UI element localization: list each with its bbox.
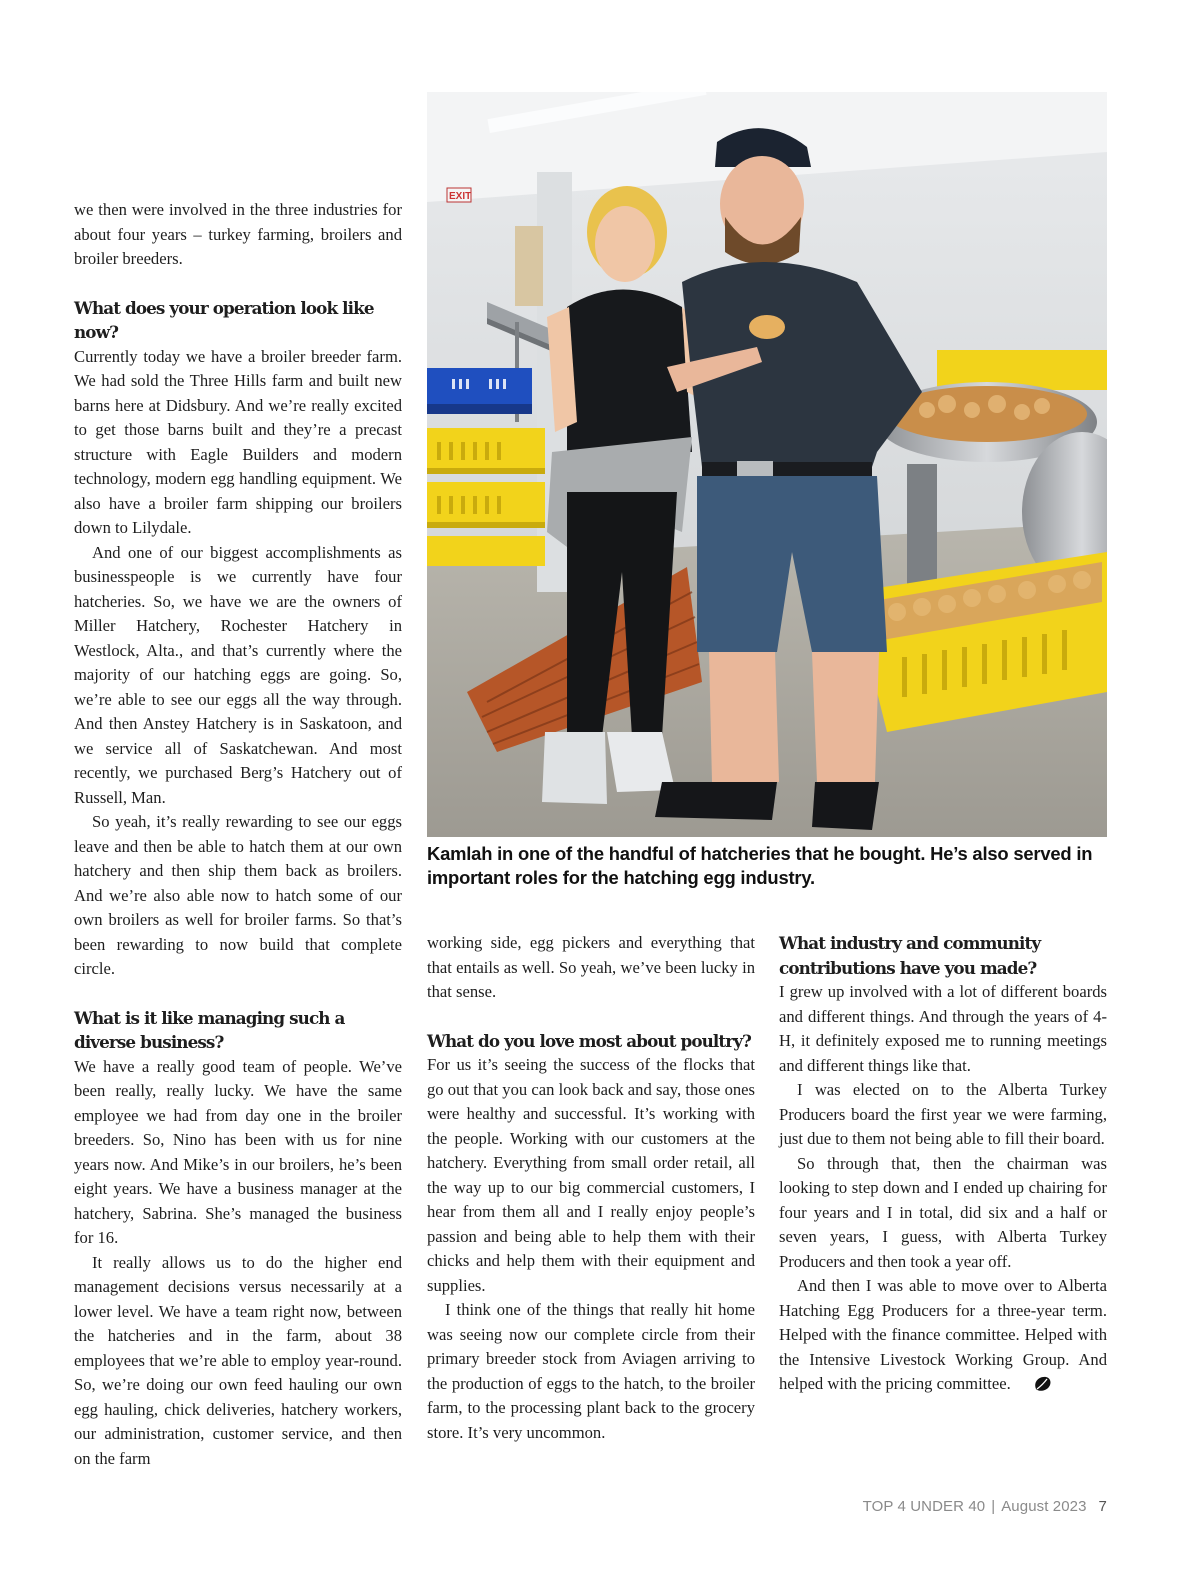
article-column-2 bbox=[427, 931, 755, 1445]
paragraph: So through that, then the chairman was looking to step down and I ended up chairing for four years and I in total, did six and a half or seven years, I guess, with Alberta Turkey Producers and then took a year off. bbox=[779, 1153, 1107, 1271]
article-column-1 bbox=[74, 198, 402, 1471]
page-number: 7 bbox=[1098, 1498, 1107, 1515]
paragraph: So yeah, it’s really rewarding to see our eggs leave and then be able to hatch them at our own hatchery and then ship them back as broilers. And we’re also able now to hatch some of our own broilers as well for broiler farms. So that’s been rewarding to now build that complete circle. bbox=[74, 812, 402, 978]
paragraph-text: And then I was able to move over to Alberta Hatching Egg Producers for a three-year term. Helped with the finance committee. Helped with the Intensive Livestock Working Group. And helped with the pricing committee. bbox=[779, 1276, 1107, 1393]
publication-name: TOP 4 UNDER 40 bbox=[862, 1498, 986, 1515]
paragraph bbox=[779, 1274, 1107, 1400]
paragraph: Currently today we have a broiler breeder farm. We had sold the Three Hills farm and built new barns here at Didsbury. And we’re really excited to get those barns built and they’re a precast structure with Eagle Builders and modern technology, modern egg handling equipment. We also have a broiler farm shipping our broilers down to Lilydale. bbox=[74, 346, 402, 537]
issue-date: August 2023 bbox=[1001, 1498, 1087, 1515]
paragraph: working side, egg pickers and everything that that entails as well. So yeah, we’ve been lucky in that sense. bbox=[427, 933, 755, 1001]
exit-sign: EXIT bbox=[449, 191, 472, 202]
paragraph: I was elected on to the Alberta Turkey Producers board the first year we were farming, just due to them not being able to fill their board. bbox=[779, 1080, 1107, 1148]
paragraph: For us it’s seeing the success of the flocks that go out that you can look back and say, those ones were healthy and successful. It’s working with the people. Working with our customers at the hatchery. Everything from small order retail, all the way up to our big commercial customers, I hear from them all and I really enjoy people’s passion and being able to help them with their chicks and help them with their equipment and supplies. bbox=[427, 1055, 755, 1295]
section-heading: What is it like managing such a diverse business? bbox=[74, 1007, 345, 1052]
end-of-article-leaf-icon bbox=[1015, 1374, 1053, 1400]
section-heading: What industry and community contributions have you made? bbox=[779, 933, 1041, 978]
photo-caption: Kamlah in one of the handful of hatcheries that he bought. He’s also served in important roles for the hatching egg industry. bbox=[427, 843, 1093, 888]
hatchery-photo bbox=[427, 92, 1107, 837]
section-heading: What do you love most about poultry? bbox=[427, 1030, 751, 1051]
paragraph: I grew up involved with a lot of different boards and different things. And through the years of 4-H, it definitely exposed me to running meetings and different things like that. bbox=[779, 982, 1107, 1075]
paragraph: we then were involved in the three industries for about four years – turkey farming, broilers and broiler breeders. bbox=[74, 200, 402, 268]
footer-separator: | bbox=[991, 1498, 996, 1515]
paragraph: It really allows us to do the higher end management decisions versus necessarily at a lower level. We have a team right now, between the hatcheries and in the farm, about 38 employees that we’re able to employ year-round. So, we’re doing our own feed hauling our own egg hauling, chick deliveries, hatchery workers, our administration, customer service, and then on the farm bbox=[74, 1252, 402, 1468]
article-column-3 bbox=[779, 931, 1107, 1400]
paragraph: We have a really good team of people. We’ve been really, really lucky. We have the same employee we had from day one in the broiler breeders. So, Nino has been with us for nine years now. And Mike’s in our broilers, he’s been eight years. We have a business manager at the hatchery, Sabrina. She’s managed the business for 16. bbox=[74, 1056, 402, 1247]
section-heading: What does your operation look like now? bbox=[74, 297, 374, 342]
paragraph: I think one of the things that really hit home was seeing now our complete circle from their primary breeder stock from Aviagen arriving to the production of eggs to the hatch, to the broiler farm, to the processing plant back to the grocery store. It’s very uncommon. bbox=[427, 1300, 755, 1442]
paragraph: And one of our biggest accomplishments as businesspeople is we currently have four hatcheries. So, we have we are the owners of Miller Hatchery, Rochester Hatchery in Westlock, Alta., and that’s currently where the majority of our hatching eggs are going. So, we’re able to see our eggs all the way through. And then Anstey Hatchery is in Saskatoon, and we service all of Saskatchewan. And most recently, we purchased Berg’s Hatchery out of Russell, Man. bbox=[74, 542, 402, 807]
page-footer bbox=[863, 1498, 1107, 1515]
